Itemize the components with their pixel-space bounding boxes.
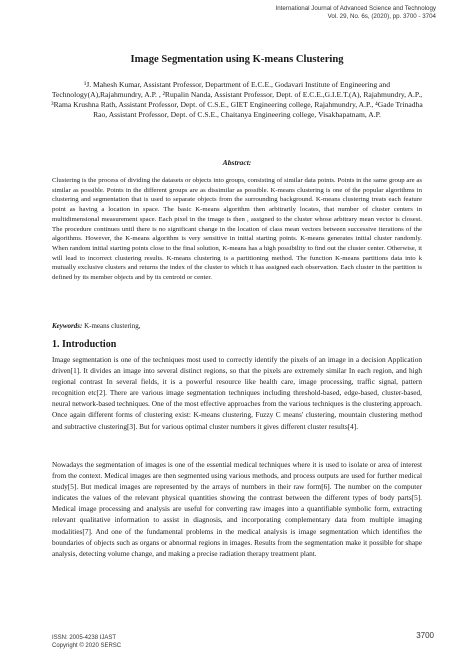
keywords-value: K-means clustering,	[84, 322, 141, 330]
abstract-text: Clustering is the process of dividing the datasets or objects into groups, consisting of similar data points. Points in the same group are as similar as possible. Points in the different groups are as dissimilar as possible. K-means clustering is one of the popular algorithms in clustering and segmentation that is used to separate objects from the surrounding background. K-means clustering treats each feature point as having a location in space. The basic K-means algorithm then arbitrarily locates, that number of cluster centers in multidimensional measurement space. Each pixel in the image is then , assigned to the cluster whose arbitrary mean vector is closest. The procedure continues until there is no significant change in the location of class mean vectors between successive iterations of the algorithms. However, the K-means algorithm is very sensitive in initial starting points. K-means generates initial cluster randomly. When random initial starting points close to the final solution, K-means has a high possibility to find out the cluster center. Otherwise, it will lead to incorrect clustering results. K-means clustering is a partitioning method. The function K-means partitions data into k mutually exclusive clusters and returns the index of the cluster to which it has assigned each observation. Each cluster in the partition is defined by its member objects and by its centroid or center.	[52, 177, 422, 282]
footer-issn: ISSN: 2005-4238 IJAST	[52, 635, 117, 641]
keywords-line	[52, 322, 140, 330]
keywords-label: Keywords:	[52, 322, 83, 330]
footer-left	[52, 634, 121, 650]
abstract-heading: Abstract:	[222, 158, 252, 167]
journal-header	[275, 5, 436, 21]
footer-copyright: Copyright © 2020 SERSC	[52, 643, 122, 649]
intro-paragraph-1: Image segmentation is one of the techniques most used to correctly identify the pixels of an image in a decision Application driven[1]. It divides an image into several distinct regions, so that the pixels are extremely similar In each region, and high regional contrast In several fields, it is a powerful resource like health care, image processing, traffic signal, pattern recognition etc[2]. There are various image segmentation techniques including threshold-based, edge-based, cluster-based, neural network-based techniques. One of the most effective approaches from the various techniques is the clustering approach. Once again different forms of clustering exist: K-means clustering, Fuzzy C means' clustering, mountain clustering method and subtractive clustering[3]. But for various optimal cluster numbers it gives different cluster results[4].	[52, 355, 422, 431]
paper-title: Image Segmentation using K-means Clustering	[130, 54, 344, 65]
section-heading-introduction: 1. Introduction	[52, 339, 117, 350]
intro-paragraph-2: Nowadays the segmentation of images is one of the essential medical techniques where it is used to isolate or area of interest from the context. Medical images are then segmented using various methods, and process outputs are used for further medical study[5]. But medical images are represented by the arrays of numbers in their raw form[6]. The number on the computer indicates the values of the relevant physical quantities showing the contrast between the different types of body parts[5]. Medical image processing and analysis are useful for converting raw images into a quantifiable symbolic form, extracting relevant qualitative information to assist in diagnosis, and incorporating complementary data from multiple imaging modalities[7]. And one of the fundamental problems in the medical analysis is image segmentation which identifies the boundaries of objects such as organs or abnormal regions in images. Results from the segmentation make it possible for shape analysis, detecting volume change, and making a precise radiation therapy treatment plant.	[52, 460, 422, 558]
author-block: ¹J. Mahesh Kumar, Assistant Professor, Department of E.C.E., Godavari Institute of Engineering and Technology(A),Rajahmundry, A.P. , ²Rupalin Nanda, Assistant Professor, Dept. of E.C.E.,G.I.E.T.(A), Rajahmundry, A.P., ³Rama Krushna Rath, Assistant Professor, Dept. of C.S.E., GIET Engineering college, Rajahmundry, A.P., ⁴Gade Trinadha Rao, Assistant Professor, Dept. of C.S.E., Chaitanya Engineering college, Visakhapatnam, A.P.	[51, 80, 423, 119]
page-number: 3700	[416, 631, 434, 640]
journal-volume: Vol. 29, No. 6s, (2020), pp. 3700 - 3704	[327, 13, 436, 20]
journal-name: International Journal of Advanced Science and Technology	[275, 5, 436, 12]
